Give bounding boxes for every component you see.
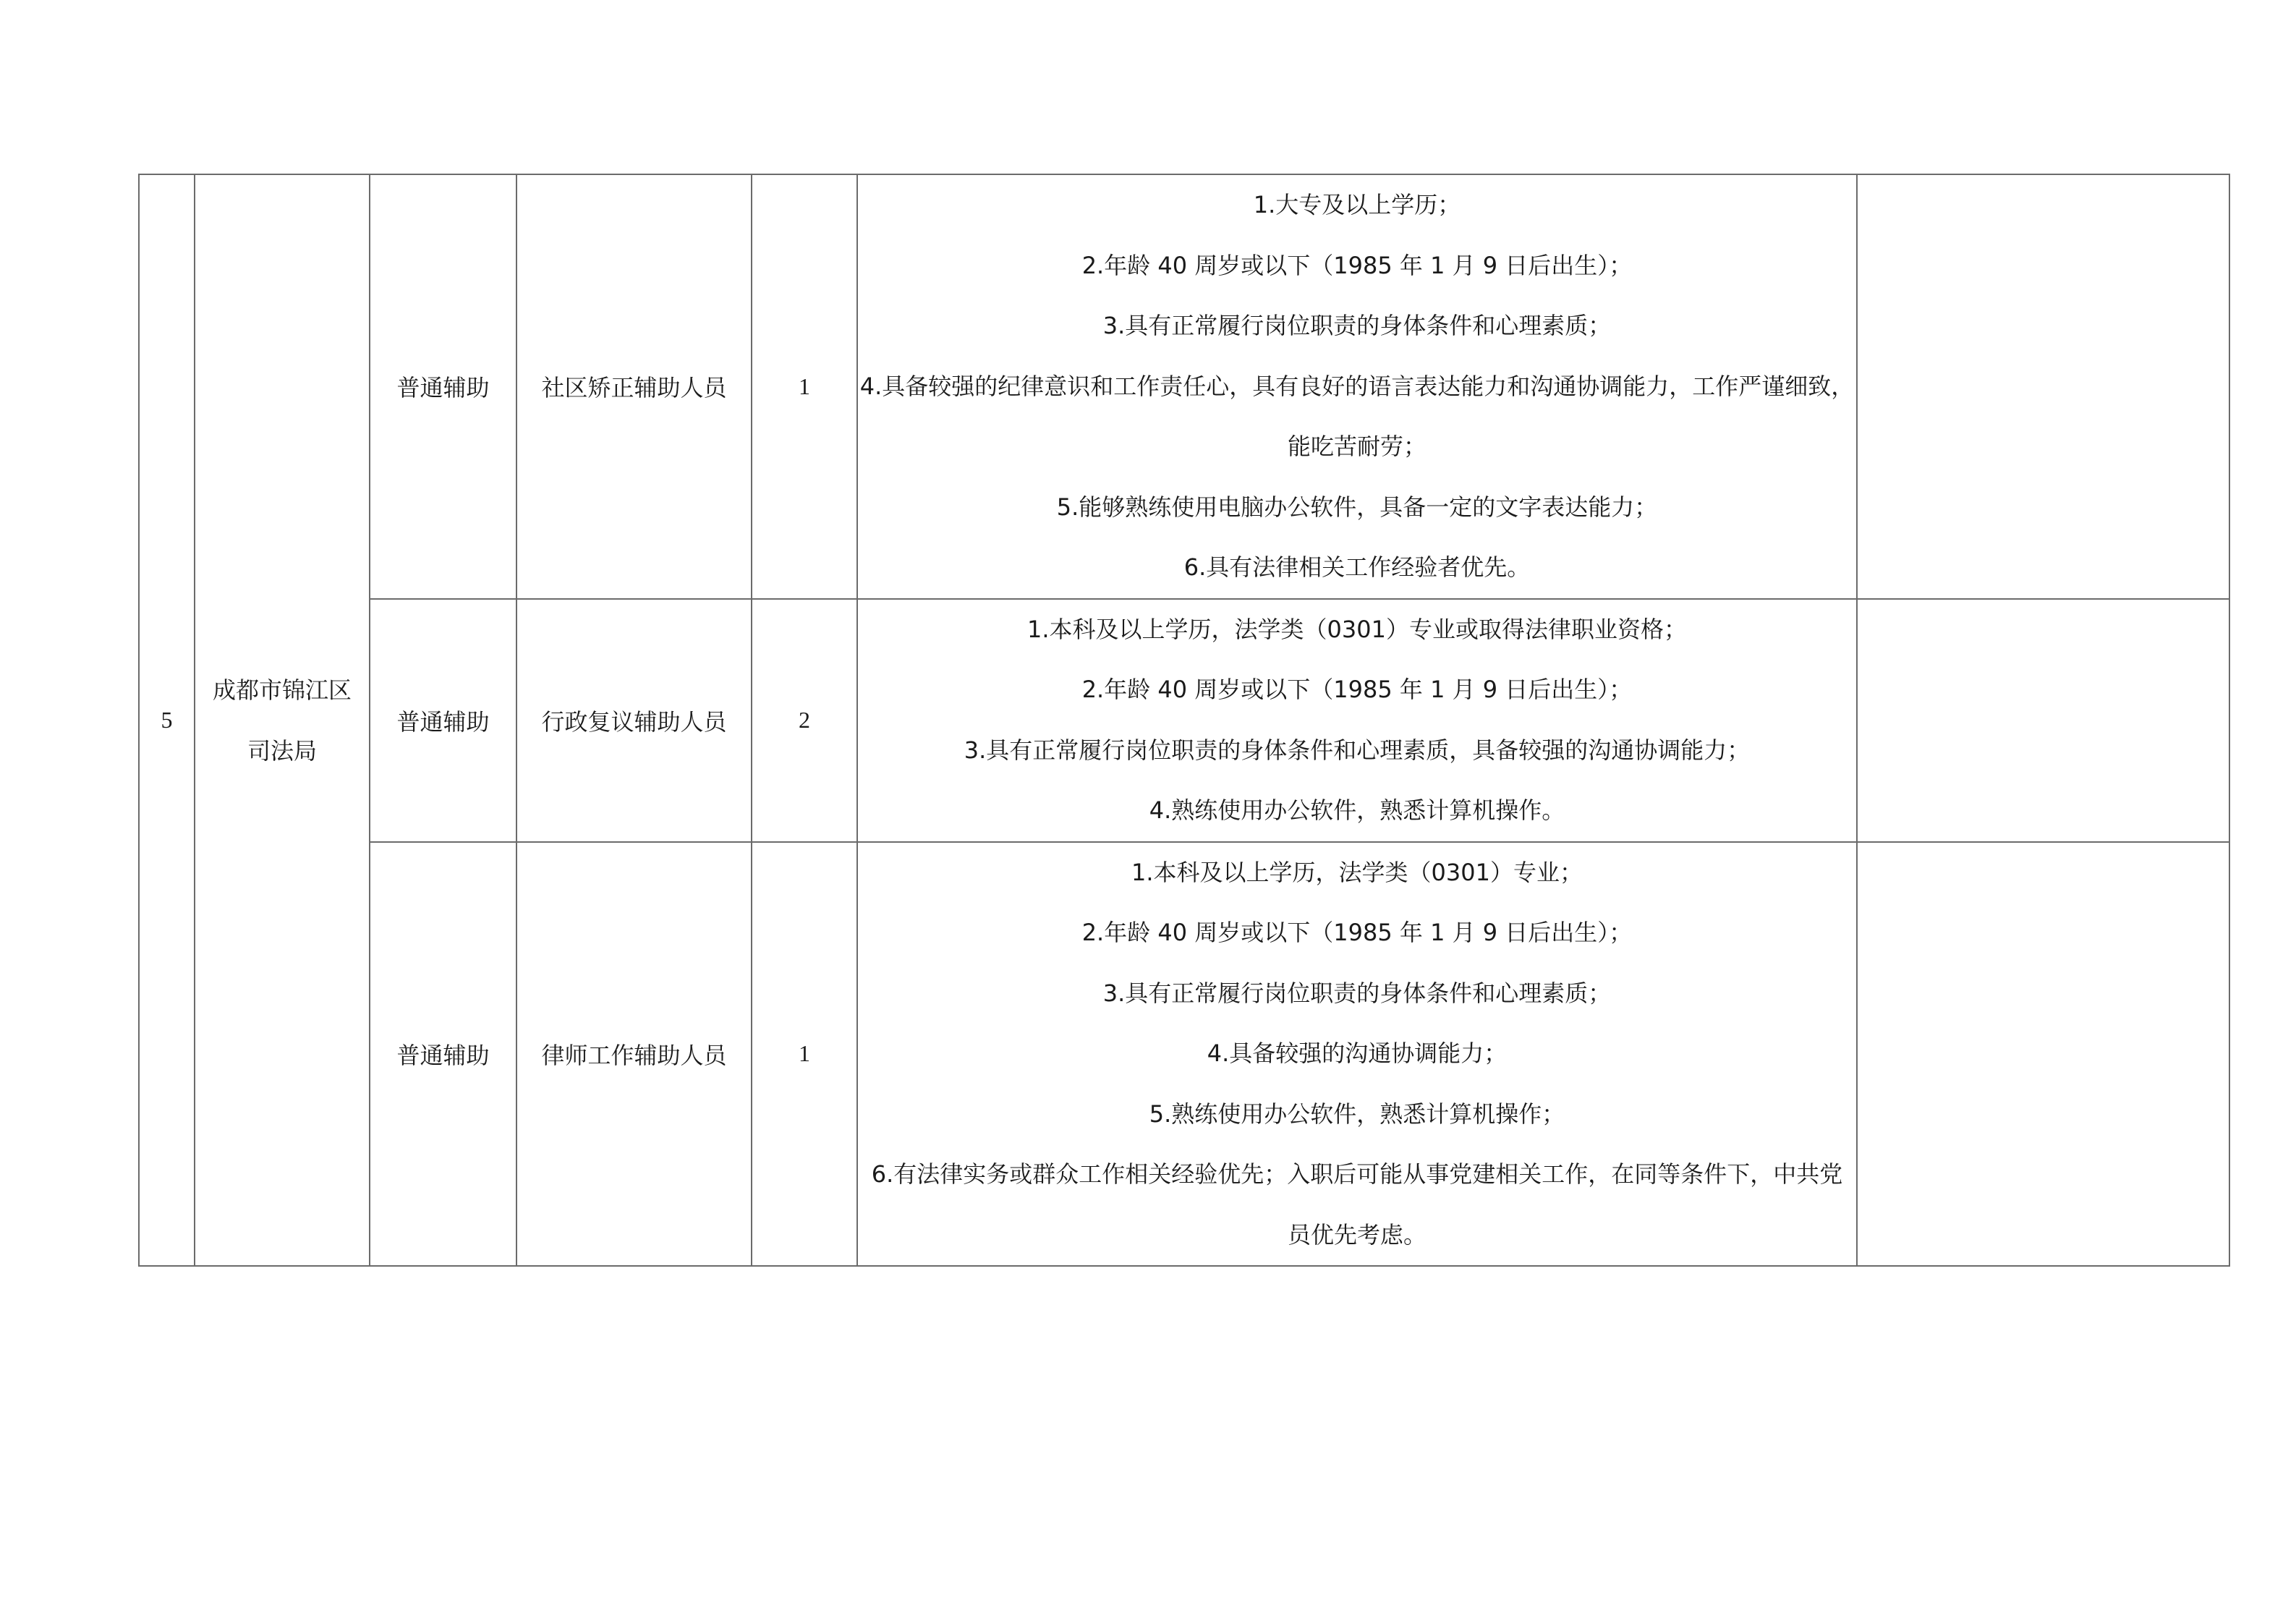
requirement-line: 5.熟练使用办公软件，熟悉计算机操作； [1149,1100,1565,1128]
remarks-cell [1857,842,2229,1267]
sequence-number: 5 [139,174,195,1266]
hiring-count: 2 [752,599,857,842]
requirement-line: 6.具有法律相关工作经验者优先。 [1183,553,1531,581]
requirements-cell [857,599,1857,842]
requirement-line: 4.熟练使用办公软件，熟悉计算机操作。 [1149,796,1565,824]
requirement-line: 5.能够熟练使用电脑办公软件，具备一定的文字表达能力； [1056,493,1658,521]
hiring-count: 1 [752,842,857,1267]
table-row [139,842,2229,1267]
requirement-line: 4.具备较强的沟通协调能力； [1207,1040,1508,1067]
position-name: 行政复议辅助人员 [516,599,752,842]
requirement-line: 1.本科及以上学历，法学类（0301）专业或取得法律职业资格； [1027,615,1687,643]
position-type: 普通辅助 [370,599,516,842]
requirements-cell [857,842,1857,1267]
requirement-line: 6.有法律实务或群众工作相关经验优先；入职后可能从事党建相关工作，在同等条件下，中共党 [871,1160,1843,1188]
requirements-cell [857,174,1857,599]
recruitment-table [138,174,2230,1267]
requirement-line: 2.年龄 40 周岁或以下（1985 年 1 月 9 日后出生）； [1081,676,1633,703]
requirement-line: 2.年龄 40 周岁或以下（1985 年 1 月 9 日后出生）； [1081,251,1633,279]
requirement-line: 员优先考虑。 [1287,1220,1427,1249]
table-row [139,599,2229,842]
position-name: 律师工作辅助人员 [516,842,752,1267]
requirement-line: 2.年龄 40 周岁或以下（1985 年 1 月 9 日后出生）； [1081,919,1633,946]
requirement-line: 1.本科及以上学历，法学类（0301）专业； [1131,858,1583,886]
table-row [139,174,2229,599]
position-type: 普通辅助 [370,842,516,1267]
requirement-line: 3.具有正常履行岗位职责的身体条件和心理素质； [1102,312,1612,339]
position-type: 普通辅助 [370,174,516,599]
employer-unit-line2: 司法局 [247,736,317,765]
hiring-count: 1 [752,174,857,599]
remarks-cell [1857,599,2229,842]
employer-unit-cell [195,174,370,1266]
requirement-line: 3.具有正常履行岗位职责的身体条件和心理素质； [1102,979,1612,1007]
remarks-cell [1857,174,2229,599]
requirement-line: 3.具有正常履行岗位职责的身体条件和心理素质，具备较强的沟通协调能力； [964,736,1751,764]
requirement-line: 能吃苦耐劳； [1287,433,1427,460]
requirement-line: 1.大专及以上学历； [1253,191,1461,218]
position-name: 社区矫正辅助人员 [516,174,752,599]
requirement-line: 4.具备较强的纪律意识和工作责任心，具有良好的语言表达能力和沟通协调能力，工作严谨细致， [859,372,1855,400]
employer-unit-line1: 成都市锦江区 [212,676,352,704]
